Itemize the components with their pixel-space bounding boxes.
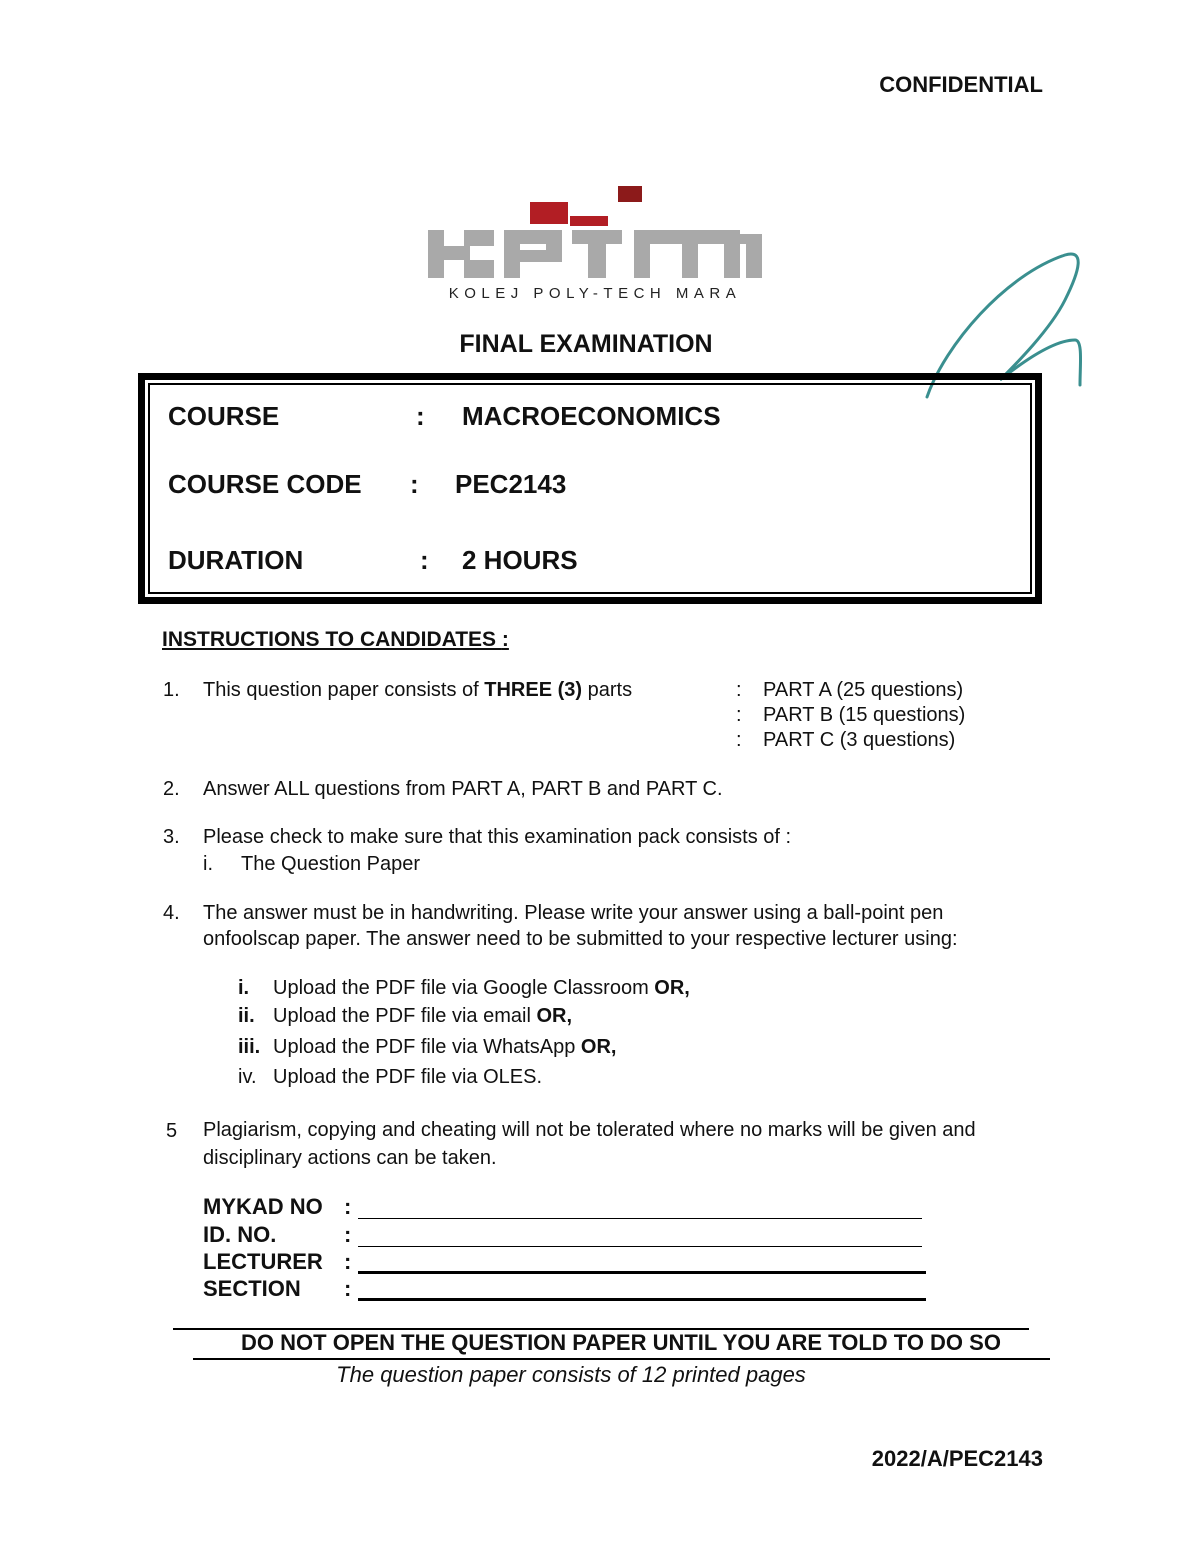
mykad-input-line[interactable] <box>358 1218 922 1219</box>
id-no-label: ID. NO. <box>203 1222 277 1247</box>
confidential-label: CONFIDENTIAL <box>879 72 1043 97</box>
item3-text: Please check to make sure that this examination pack consists of : <box>203 826 792 848</box>
item4-sub1-bold: OR, <box>654 977 690 999</box>
section-sep: : <box>344 1276 352 1301</box>
course-code-value: PEC2143 <box>455 469 567 499</box>
lecturer-sep: : <box>344 1249 352 1274</box>
item4-sub3-text: Upload the PDF file via WhatsApp <box>273 1036 581 1058</box>
item1-text-bold: THREE (3) <box>484 679 583 701</box>
item1-part-c-sep: : <box>736 729 742 751</box>
item4-sub2 <box>273 1004 572 1028</box>
duration-label: DURATION <box>168 545 304 575</box>
item4-sub3-bold: OR, <box>580 1036 617 1058</box>
course-code-sep: : <box>410 469 419 499</box>
item4-line2: onfoolscap paper. The answer need to be submitted to your respective lecturer using: <box>203 928 958 950</box>
course-info-box <box>138 373 1042 604</box>
item4-number: 4. <box>163 902 180 924</box>
item4-sub2-number: ii. <box>238 1005 255 1027</box>
item3-sub-text: The Question Paper <box>241 853 420 875</box>
item1-text-b: parts <box>582 679 633 701</box>
item5-line1: Plagiarism, copying and cheating will not be tolerated where no marks will be given and <box>203 1119 976 1141</box>
item4-line1: The answer must be in handwriting. Please write your answer using a ball-point pen <box>203 902 944 924</box>
instructions-heading-colon: : <box>501 628 509 651</box>
item1-part-b: PART B (15 questions) <box>763 704 966 726</box>
duration-sep: : <box>420 545 429 575</box>
item1-part-c: PART C (3 questions) <box>763 729 956 751</box>
instructions-heading-text: INSTRUCTIONS TO CANDIDATES <box>162 628 502 651</box>
lecturer-label: LECTURER <box>203 1249 323 1274</box>
id-no-sep: : <box>344 1222 352 1247</box>
kptm-logo <box>420 180 770 305</box>
mykad-sep: : <box>344 1194 352 1219</box>
item4-sub1 <box>273 976 690 1000</box>
item4-sub1-text: Upload the PDF file via Google Classroom <box>273 977 655 999</box>
item3-number: 3. <box>163 826 180 848</box>
item1-part-b-sep: : <box>736 704 742 726</box>
item2-number: 2. <box>163 778 180 800</box>
mykad-label: MYKAD NO <box>203 1194 323 1219</box>
warning-bottom-rule <box>193 1358 1050 1360</box>
item1-text <box>203 678 632 702</box>
course-label: COURSE <box>168 401 280 431</box>
duration-value: 2 HOURS <box>462 545 578 575</box>
item5-number: 5 <box>166 1120 178 1142</box>
item4-sub3 <box>273 1035 616 1059</box>
item4-sub4-text: Upload the PDF file via OLES. <box>273 1066 543 1088</box>
item1-number: 1. <box>163 679 180 701</box>
exam-title: FINAL EXAMINATION <box>459 330 713 358</box>
item1-part-a: PART A (25 questions) <box>763 679 964 701</box>
item4-sub3-number: iii. <box>238 1036 261 1058</box>
paper-code: 2022/A/PEC2143 <box>871 1446 1043 1471</box>
item1-text-a: This question paper consists of <box>203 679 485 701</box>
id-no-input-line[interactable] <box>358 1246 922 1247</box>
item4-sub2-text: Upload the PDF file via email <box>273 1005 537 1027</box>
instructions-heading <box>162 628 509 652</box>
item5-line2: disciplinary actions can be taken. <box>203 1147 497 1169</box>
item4-sub4 <box>273 1065 542 1089</box>
section-input-line[interactable] <box>358 1298 926 1301</box>
logo-tagline: KOLEJ POLY-TECH MARA <box>448 285 742 302</box>
item4-sub1-number: i. <box>238 977 250 999</box>
item3-sub-number: i. <box>203 853 213 875</box>
section-label: SECTION <box>203 1276 301 1301</box>
course-value: MACROECONOMICS <box>462 401 721 431</box>
course-code-label: COURSE CODE <box>168 469 362 499</box>
printed-pages-note: The question paper consists of 12 printed pages <box>336 1362 806 1387</box>
item1-part-a-sep: : <box>736 679 742 701</box>
item2-text: Answer ALL questions from PART A, PART B and PART C. <box>203 778 723 800</box>
lecturer-input-line[interactable] <box>358 1271 926 1274</box>
do-not-open-warning: DO NOT OPEN THE QUESTION PAPER UNTIL YOU ARE TOLD TO DO SO <box>241 1330 1001 1355</box>
course-sep: : <box>416 401 425 431</box>
item4-sub2-bold: OR, <box>536 1005 573 1027</box>
item4-sub4-number: iv. <box>238 1066 257 1088</box>
